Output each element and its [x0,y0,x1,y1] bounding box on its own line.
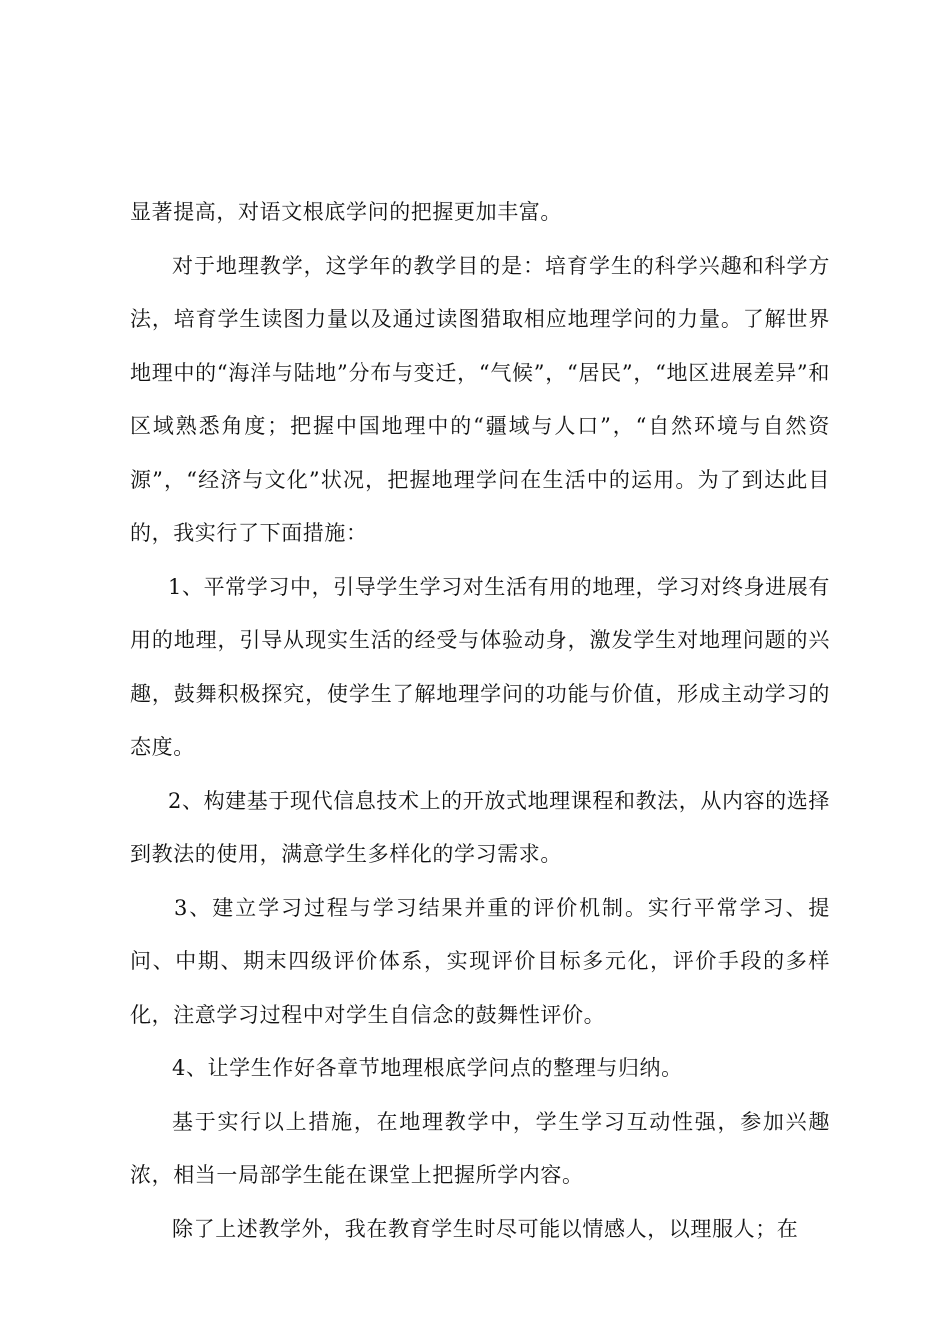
paragraph-education: 除了上述教学外，我在教育学生时尽可能以情感人，以理服人；在 [172,1216,799,1241]
paragraph-measure-2: 2、构建基于现代信息技术上的开放式地理课程和教法，从内容的选择到教法的使用，满意学生多样化的学习需求。 [130,788,830,866]
paragraph-measure-3: 3、建立学习过程与学习结果并重的评价机制。实行平常学习、提问、中期、期末四级评价体系，实现评价目标多元化，评价手段的多样化，注意学习过程中对学生自信念的鼓舞性评价。 [130,895,830,1027]
paragraph-results: 基于实行以上措施，在地理教学中，学生学习互动性强，参加兴趣浓，相当一局部学生能在课堂上把握所学内容。 [130,1109,830,1187]
paragraph-measure-4: 4、让学生作好各章节地理根底学问点的整理与归纳。 [172,1056,683,1080]
document-body [130,186,830,1256]
paragraph-measure-1: 1、平常学习中，引导学生学习对生活有用的地理，学习对终身进展有用的地理，引导从现实生活的经受与体验动身，激发学生对地理问题的兴趣，鼓舞积极探究，使学生了解地理学问的功能与价值，形成主动学习的态度。 [130,574,830,759]
paragraph-continuation: 显著提高，对语文根底学问的把握更加丰富。 [130,200,562,224]
paragraph-geography-goals: 对于地理教学，这学年的教学目的是：培育学生的科学兴趣和科学方法，培育学生读图力量以及通过读图猎取相应地理学问的力量。了解世界地理中的“海洋与陆地”分布与变迁，“气候”，“居民”，“地区进展差异”和区域熟悉角度；把握中国地理中的“疆域与人口”，“自然环境与自然资源”，“经济与文化”状况，把握地理学问在生活中的运用。为了到达此目的，我实行了下面措施： [130,253,830,545]
